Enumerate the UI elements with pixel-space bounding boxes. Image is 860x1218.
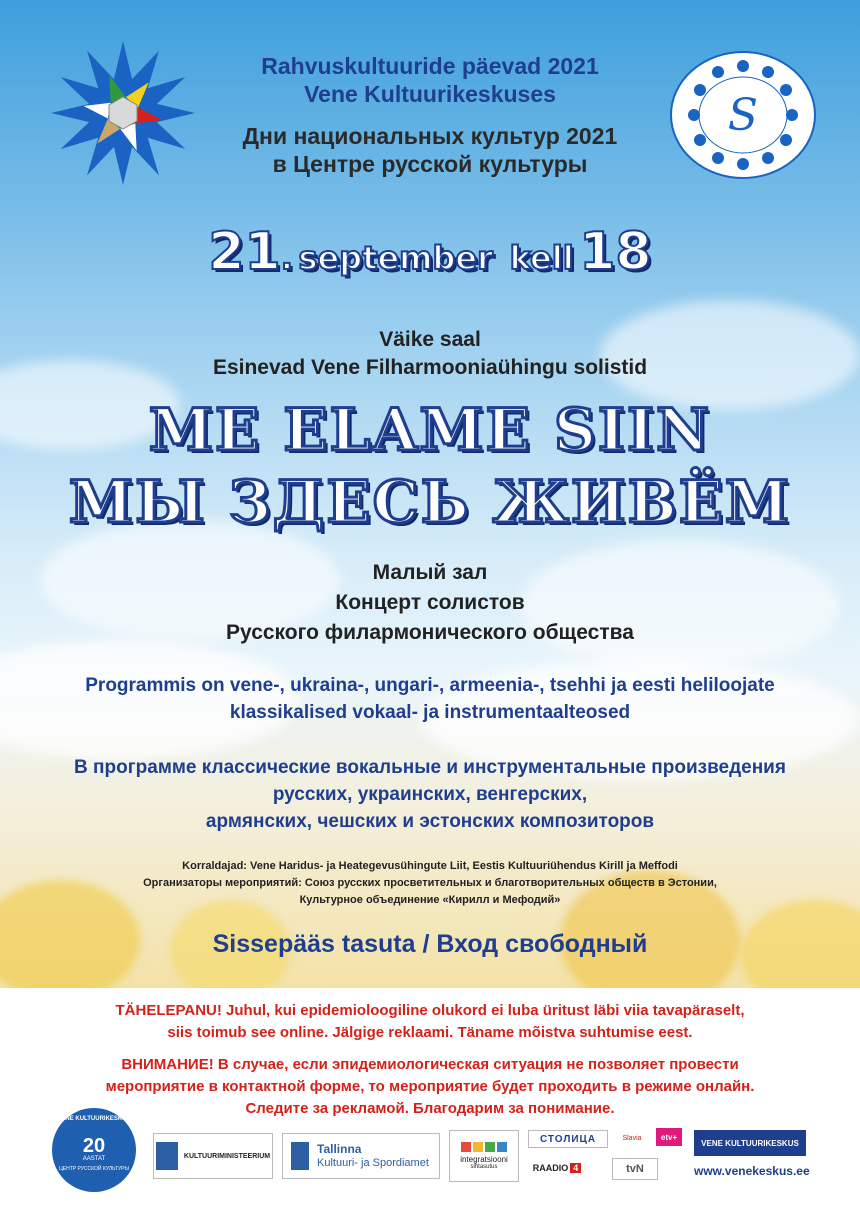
tallinn-name: Tallinna — [317, 1142, 362, 1156]
program-ru-line1: В программе классические вокальные и инструментальные произведения — [74, 757, 786, 778]
integration-logo — [449, 1130, 519, 1182]
venue-hall-et: Väike saal — [379, 328, 481, 351]
notice-ru-line1: ВНИМАНИЕ! В случае, если эпидемиологическая ситуация не позволяет провести — [121, 1056, 739, 1073]
notice-et-block — [0, 1000, 860, 1044]
etv-logo: etv+ — [656, 1128, 682, 1146]
stolitsa-logo: СТОЛИЦА — [528, 1130, 608, 1148]
header-line2: Vene Kultuurikeskuses — [304, 81, 556, 107]
ministry-name: KULTUURIMINISTEERIUM — [183, 1152, 271, 1160]
raadio-name: RAADIO — [532, 1163, 569, 1173]
tallinn-shield-icon — [291, 1142, 309, 1170]
venue-society-ru: Русского филармонического общества — [226, 621, 634, 644]
tallinn-logo — [282, 1133, 440, 1179]
header-ru-block — [0, 122, 860, 178]
date-day: 21 — [208, 222, 281, 282]
tvn-logo: tvN — [612, 1158, 658, 1180]
puzzle-icon — [461, 1142, 507, 1152]
organizers-et: Korraldajad: Vene Haridus- ja Heategevusühingute Liit, Eestis Kultuuriühendus Kirill ja Meffodi — [182, 860, 678, 872]
integration-name: integratsiooni — [460, 1155, 508, 1164]
program-et-line1: Programmis on vene-, ukraina-, ungari-, armeenia-, tsehhi ja eesti heliloojate — [85, 675, 775, 696]
venue-ru-block — [0, 558, 860, 648]
program-ru-line2: русских, украинских, венгерских, — [272, 784, 588, 805]
tallinn-dept: Kultuuri- ja Spordiamet — [317, 1157, 429, 1169]
notice-ru-line2: мероприятие в контактной форме, то мероприятие будет проходить в режиме онлайн. — [105, 1078, 755, 1095]
seal-top: VENE KULTUURIKESKUS — [57, 1116, 131, 1122]
seal-years: AASTAT — [82, 1156, 106, 1162]
program-et-block — [0, 672, 860, 726]
title-et: ME ELAME SIIN — [148, 396, 712, 464]
program-ru-block — [0, 754, 860, 835]
notice-ru-block — [0, 1054, 860, 1120]
venue-hall-ru: Малый зал — [372, 561, 488, 584]
ministry-crest-icon — [156, 1142, 178, 1170]
header-line1: Rahvuskultuuride päevad 2021 — [261, 53, 599, 79]
ministry-logo — [153, 1133, 273, 1179]
title-ru: МЫ ЗДЕСЬ ЖИВЁМ — [68, 468, 792, 536]
organizers-block — [0, 858, 860, 909]
organizers-ru2: Культурное объединение «Кирилл и Мефодий» — [299, 894, 561, 906]
header-et-block — [0, 52, 860, 108]
notice-et-line1: TÄHELEPANU! Juhul, kui epidemioloogiline olukord ei luba üritust läbi viia tavapäraselt, — [115, 1002, 745, 1019]
seal-bottom: ЦЕНТР РУССКОЙ КУЛЬТУРЫ — [59, 1166, 129, 1172]
anniversary-seal — [52, 1108, 136, 1192]
date-kell: kell — [509, 239, 574, 277]
header-line4: в Центре русской культуры — [272, 151, 588, 177]
notice-footer — [0, 988, 860, 1218]
program-ru-line3: армянских, чешских и эстонских композиторов — [205, 811, 655, 832]
date-hour: 18 — [579, 222, 652, 282]
date-dot: . — [280, 239, 293, 277]
slavia-logo: Slavia — [620, 1128, 644, 1148]
admission-text: Sissepääs tasuta / Вход свободный — [212, 930, 648, 958]
union-logo-letter: S — [727, 90, 759, 141]
seal-num: 20 — [82, 1135, 106, 1157]
header-line3: Дни национальных культур 2021 — [242, 123, 618, 149]
venue-concert-ru: Концерт солистов — [335, 591, 525, 614]
venue-performers-et: Esinevad Vene Filharmooniaühingu solistid — [212, 356, 648, 379]
program-et-line2: klassikalised vokaal- ja instrumentaalteosed — [229, 702, 631, 723]
venekeskus-logo: VENE KULTUURIKESKUS — [694, 1130, 806, 1156]
event-date — [0, 222, 860, 282]
website-link[interactable]: www.venekeskus.ee — [694, 1164, 810, 1178]
notice-ru-line3: Следите за рекламой. Благодарим за понимание. — [245, 1100, 615, 1117]
notice-et-line2: siis toimub see online. Jälgige reklaami. Täname mõistva suhtumise eest. — [167, 1024, 693, 1041]
organizers-ru1: Организаторы мероприятий: Союз русских просветительных и благотворительных обществ в Эстонии, — [143, 877, 717, 889]
integration-sub: sihtasutus — [470, 1164, 498, 1170]
raadio-num: 4 — [570, 1163, 581, 1173]
date-month: september — [298, 239, 493, 277]
raadio4-logo — [528, 1158, 586, 1178]
venue-et-block — [0, 326, 860, 382]
